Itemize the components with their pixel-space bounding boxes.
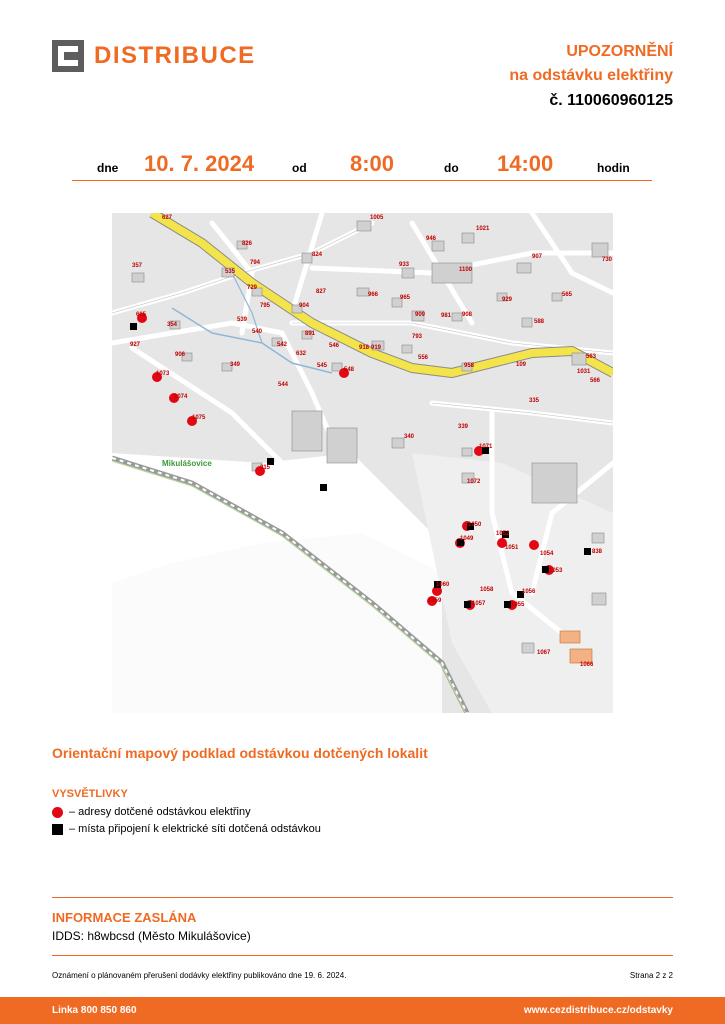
house-label: 1100 (459, 267, 473, 273)
footer-bar (0, 997, 725, 1024)
od-label: od (292, 161, 307, 175)
divider (52, 897, 673, 898)
outage-map (112, 213, 613, 713)
house-label: 1073 (156, 371, 170, 377)
house-label: 906 (175, 352, 186, 358)
house-label: 1031 (577, 369, 591, 375)
map-canvas (112, 213, 613, 713)
house-label: 357 (132, 263, 143, 269)
house-label: 981 (441, 313, 452, 319)
house-label: 909 (415, 312, 426, 318)
house-label: 838 (592, 549, 603, 555)
house-label: 1075 (192, 415, 206, 421)
house-label: 929 (502, 297, 513, 303)
time-from: 8:00 (350, 151, 395, 176)
house-label: 542 (277, 342, 288, 348)
info-text: IDDS: h8wbcsd (Město Mikulášovice) (52, 929, 251, 943)
house-label: 1021 (476, 226, 490, 232)
house-label: 539 (237, 317, 248, 323)
time-to: 14:00 (497, 151, 554, 176)
outage-dateline (72, 148, 652, 181)
house-label: 605 (136, 312, 147, 318)
house-label: 566 (590, 378, 601, 384)
house-label: 627 (162, 215, 173, 221)
house-label: 340 (404, 434, 415, 440)
legend-dot-row (52, 806, 251, 818)
red-dot-icon (52, 807, 63, 818)
publication-note: Oznámení o plánovaném přerušení dodávky elektřiny publikováno dne 19. 6. 2024. (52, 971, 347, 980)
outage-date: 10. 7. 2024 (144, 151, 255, 176)
house-label: 1053 (549, 568, 563, 574)
house-label: 965 (400, 295, 411, 301)
house-label: 904 (299, 303, 310, 309)
cez-logo (52, 40, 256, 72)
house-label: 1055 (511, 602, 525, 608)
house-label: 548 (344, 367, 355, 373)
house-label: 794 (250, 260, 261, 266)
house-label: 544 (278, 382, 289, 388)
cez-logo-icon (52, 40, 84, 72)
house-label: 535 (225, 269, 236, 275)
house-label: 918 (359, 345, 370, 351)
house-label: 1049 (460, 536, 474, 542)
house-label: 215 (260, 465, 271, 471)
phone-line: Linka 800 850 860 (52, 1005, 137, 1016)
black-square-icon (52, 824, 63, 835)
house-label: 556 (418, 355, 429, 361)
divider (52, 955, 673, 956)
house-label: 826 (242, 241, 253, 247)
house-label: 1057 (472, 601, 486, 607)
house-label: 1074 (174, 394, 188, 400)
house-label: 730 (602, 257, 613, 263)
legend-title: VYSVĚTLIVKY (52, 788, 128, 800)
house-label: 795 (260, 303, 271, 309)
house-label: 891 (305, 331, 316, 337)
house-label: 919 (371, 345, 382, 351)
house-label: 546 (329, 343, 340, 349)
house-label: 545 (317, 363, 328, 369)
legend-dot-text: – adresy dotčené odstávkou elektřiny (69, 806, 251, 818)
house-label: 1005 (370, 215, 384, 221)
info-title: INFORMACE ZASLÁNA (52, 910, 197, 925)
brand-name: DISTRIBUCE (94, 42, 256, 69)
house-label: 1072 (467, 479, 481, 485)
house-label: 1056 (522, 589, 536, 595)
house-label: 793 (412, 334, 423, 340)
house-label: 335 (529, 398, 540, 404)
house-label: 958 (464, 363, 475, 369)
house-label: 349 (230, 362, 241, 368)
house-label: 1066 (580, 662, 594, 668)
house-label: 907 (532, 254, 543, 260)
house-label: 1051 (505, 545, 519, 551)
house-label: 588 (534, 319, 545, 325)
house-label: 908 (462, 312, 473, 318)
house-label: 927 (130, 342, 141, 348)
dne-label: dne (97, 161, 119, 175)
notice-heading (509, 40, 673, 114)
house-label: 632 (296, 351, 307, 357)
house-label: 1052 (496, 531, 510, 537)
house-label: 933 (399, 262, 410, 268)
do-label: do (444, 161, 459, 175)
house-label: 966 (368, 292, 379, 298)
house-label: 824 (312, 252, 323, 258)
house-label: 339 (458, 424, 469, 430)
house-label: 1067 (537, 650, 551, 656)
house-label: 1058 (480, 587, 494, 593)
house-label: 109 (516, 362, 527, 368)
house-label: 1054 (540, 551, 554, 557)
notice-number: č. 110060960125 (549, 92, 673, 109)
house-label: 540 (252, 329, 263, 335)
map-caption: Orientační mapový podklad odstávkou dotčených lokalit (52, 745, 428, 761)
place-name: Mikulášovice (162, 459, 212, 468)
house-label: 565 (562, 292, 573, 298)
notice-title: UPOZORNĚNÍ (566, 43, 673, 60)
page-number: Strana 2 z 2 (629, 971, 673, 980)
house-label: 1059 (428, 598, 442, 604)
legend-square-text: – místa připojení k elektrické síti dotčená odstávkou (69, 823, 321, 835)
house-label: 827 (316, 289, 327, 295)
house-label: 729 (247, 285, 258, 291)
hodin-label: hodin (597, 161, 630, 175)
house-label: 946 (426, 236, 437, 242)
website-link[interactable]: www.cezdistribuce.cz/odstavky (523, 1005, 673, 1016)
house-label: 563 (586, 354, 597, 360)
legend-square-row (52, 823, 321, 835)
house-label: 354 (167, 322, 178, 328)
house-label: 1050 (468, 522, 482, 528)
house-label: 1060 (436, 582, 450, 588)
house-label: 1071 (479, 444, 493, 450)
notice-subtitle: na odstávku elektřiny (509, 67, 673, 84)
